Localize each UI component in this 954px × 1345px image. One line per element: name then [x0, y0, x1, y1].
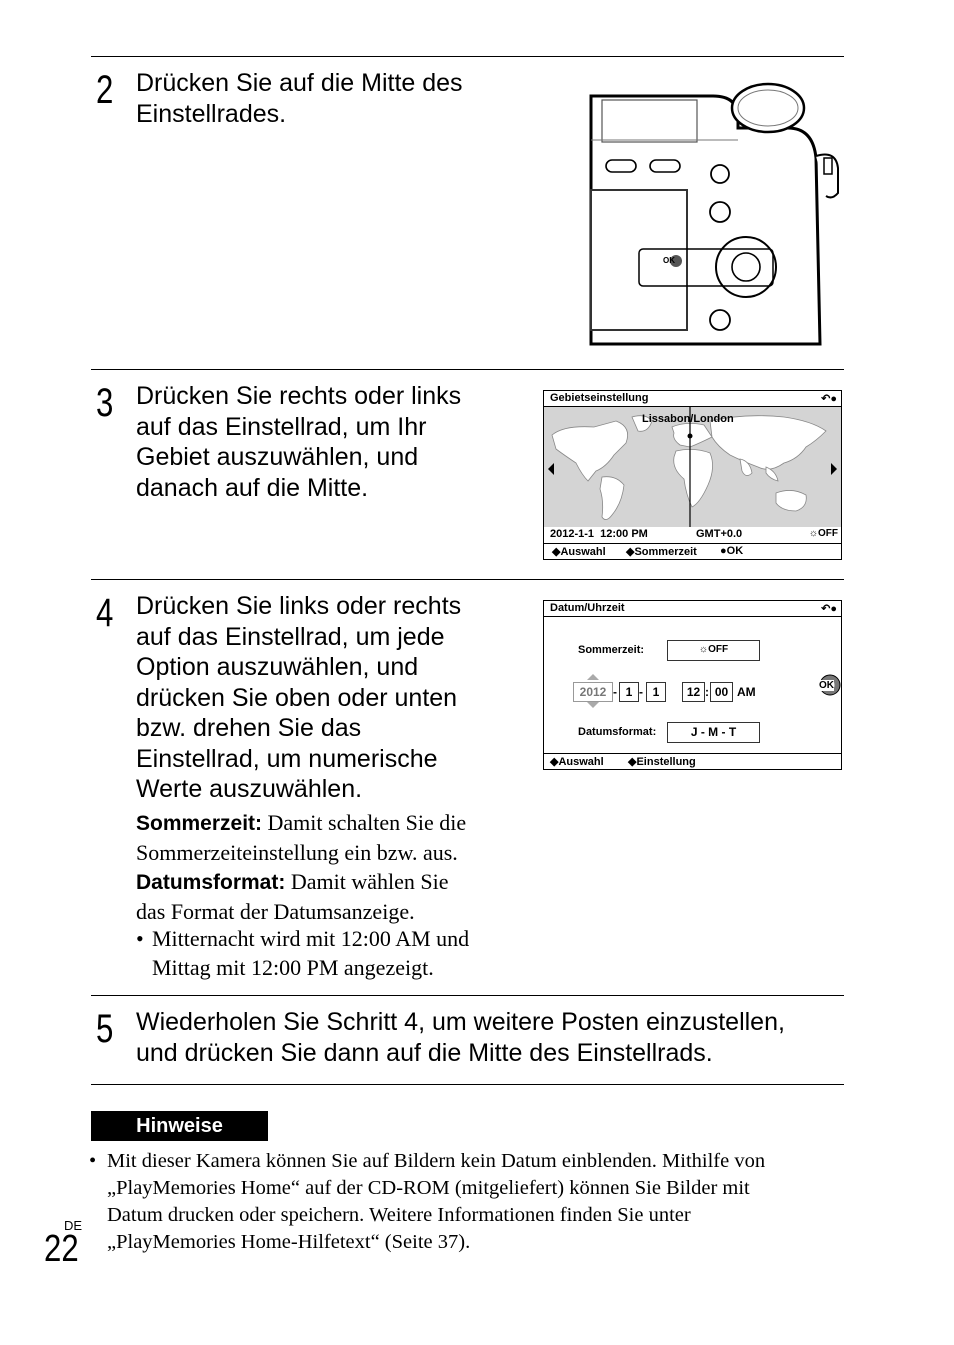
format-term: Datumsformat: — [136, 871, 286, 894]
rule-bottom — [91, 1084, 844, 1085]
page-number: 22 — [44, 1228, 79, 1270]
date-time-screen — [543, 600, 842, 770]
region-city: Lissabon/London — [642, 413, 734, 425]
date-screen-title: Datum/Uhrzeit — [550, 602, 625, 614]
ok-label: OK — [819, 680, 834, 691]
back-icon: ↶● — [821, 393, 837, 405]
ampm-field: AM — [737, 685, 756, 699]
time-separator: : — [705, 685, 709, 699]
format-label: Datumsformat: — [578, 726, 657, 738]
date-separator: - — [613, 685, 617, 699]
ok-callout-label: OK — [663, 256, 675, 265]
foot-set: ◆Einstellung — [628, 756, 696, 768]
rule-step3 — [91, 369, 844, 370]
foot-select: ◆Auswahl — [552, 546, 606, 558]
region-datetime: 2012-1-1 12:00 PM — [550, 528, 648, 540]
camera-illustration — [588, 78, 844, 346]
region-gmt: GMT+0.0 — [696, 528, 743, 540]
step-number-2: 2 — [96, 68, 114, 112]
note-text: Mit dieser Kamera können Sie auf Bildern kein Datum einblenden. Mithilfe von „PlayMemories Home“ auf der CD-ROM (mitgeliefert) können Sie Bilder mit Datum drucken oder speichern. Weitere Informationen finden Sie unter „PlayMemories Home-Hilfetext“ (Seite 37). — [107, 1150, 766, 1253]
world-map — [544, 407, 841, 527]
back-icon: ↶● — [821, 603, 837, 615]
rule-step5 — [91, 995, 844, 996]
dst-value-box: ☼OFF — [667, 640, 760, 661]
format-value-box: J - M - T — [667, 722, 760, 743]
step-3-text: Drücken Sie rechts oder links auf das Einstellrad, um Ihr Gebiet auszuwählen, und danach auf die Mitte. — [136, 382, 462, 502]
minute-field: 00 — [710, 682, 733, 702]
step-number-5: 5 — [96, 1007, 114, 1051]
date-separator: - — [639, 685, 643, 699]
step-2-text: Drücken Sie auf die Mitte des Einstellrades. — [136, 69, 463, 128]
year-field: 2012 — [573, 682, 613, 702]
region-setting-screen — [543, 390, 842, 560]
year-down-arrow — [587, 702, 599, 708]
dst-term: Sommerzeit: — [136, 812, 263, 835]
language-code: DE — [64, 1218, 83, 1233]
step-5-text: Wiederholen Sie Schritt 4, um weitere Posten einzustellen, und drücken Sie dann auf die Mitte des Einstellrads. — [136, 1008, 785, 1067]
rule-step4 — [91, 579, 844, 580]
step-4-text: Drücken Sie links oder rechts auf das Einstellrad, um jede Option auszuwählen, und drücken Sie oben oder unten bzw. drehen Sie das Einstellrad, um numerische Werte auszuwählen. — [136, 592, 462, 803]
rule-top — [91, 56, 844, 57]
foot-ok: ●OK — [720, 545, 744, 557]
day-field: 1 — [646, 682, 666, 702]
step-number-4: 4 — [96, 591, 114, 635]
year-up-arrow — [587, 674, 599, 680]
dst-off-icon: ☼OFF — [808, 528, 838, 539]
foot-select: ◆Auswahl — [550, 756, 604, 768]
hour-field: 12 — [682, 682, 705, 702]
notes-heading: Hinweise — [91, 1111, 268, 1141]
foot-dst: ◆Sommerzeit — [626, 546, 697, 558]
month-field: 1 — [619, 682, 639, 702]
midnight-bullet-mark: • — [136, 926, 144, 951]
dst-label: Sommerzeit: — [578, 644, 645, 656]
note-bullet-mark: • — [89, 1150, 97, 1172]
region-screen-title: Gebietseinstellung — [550, 392, 649, 404]
dst-description: Sommerzeit: Damit schalten Sie die Sommerzeiteinstellung ein bzw. aus. Datumsformat: Damit wählen Sie das Format der Datumsanzeige. — [136, 810, 467, 924]
midnight-note: Mitternacht wird mit 12:00 AM und Mittag mit 12:00 PM angezeigt. — [152, 926, 470, 980]
step-number-3: 3 — [96, 381, 114, 425]
